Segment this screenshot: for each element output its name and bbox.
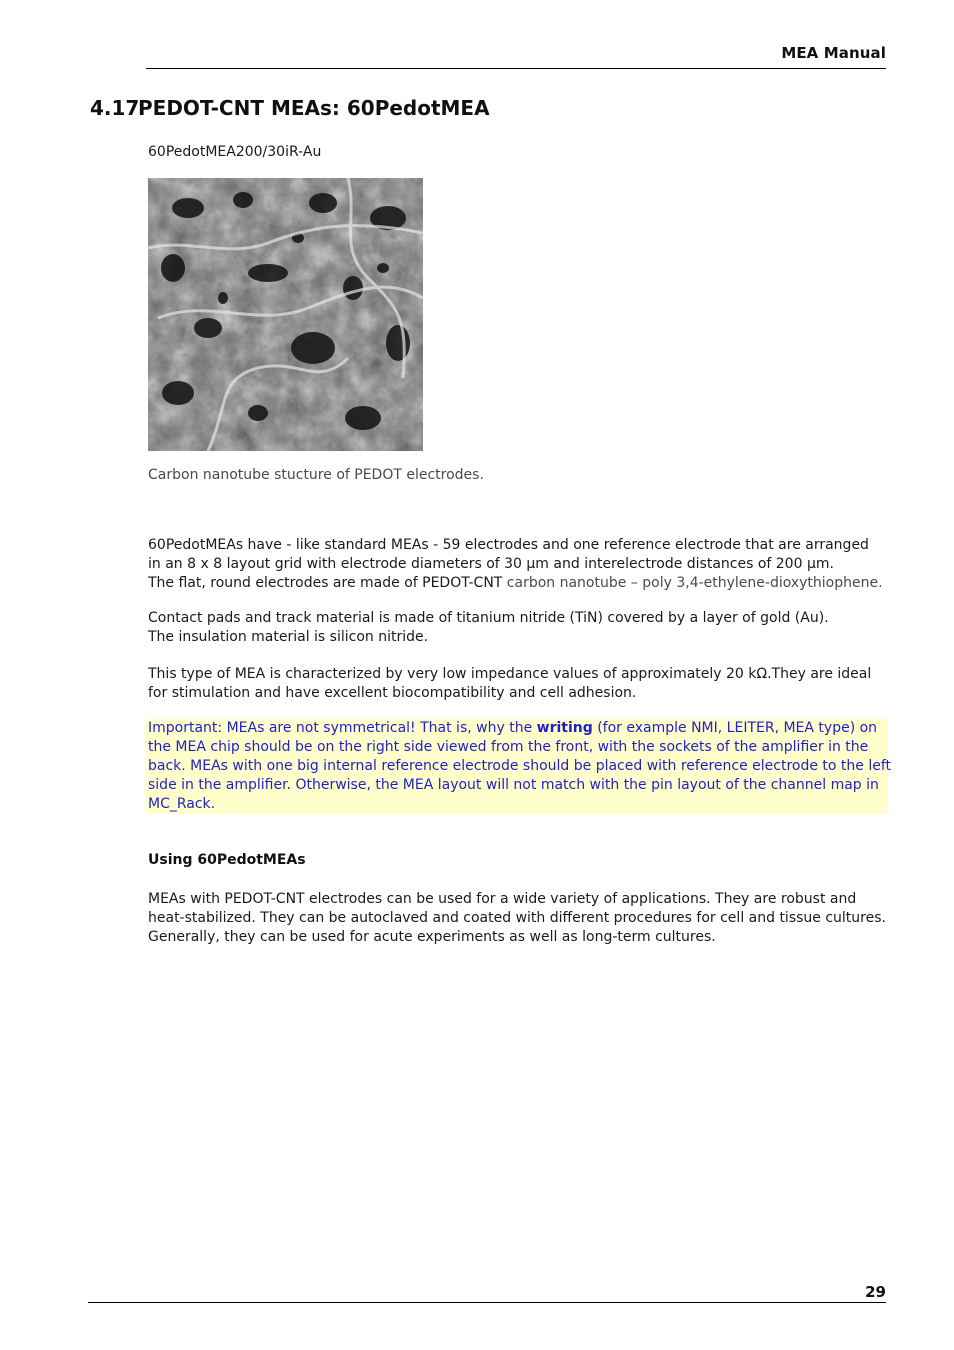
text-line: heat-stabilized. They can be autoclaved and coated with different procedures for cell and tissue cultures.: [148, 910, 886, 926]
product-code: 60PedotMEA200/30iR-Au: [148, 144, 322, 160]
section-title: PEDOT-CNT MEAs: 60PedotMEA: [138, 96, 490, 120]
text-line: This type of MEA is characterized by very low impedance values of approximately 20 kΩ.They are ideal: [148, 666, 872, 682]
text-line: side in the amplifier. Otherwise, the MEA layout will not match with the pin layout of the channel map in: [148, 777, 879, 793]
text-segment: (for example NMI, LEITER, MEA type) on: [592, 720, 878, 736]
text-line: [148, 574, 883, 593]
text-line: Contact pads and track material is made of titanium nitride (TiN) covered by a layer of gold (Au).: [148, 610, 829, 626]
paragraph-materials: [148, 609, 829, 647]
figure-caption: Carbon nanotube stucture of PEDOT electrodes.: [148, 467, 484, 483]
text-line: for stimulation and have excellent biocompatibility and cell adhesion.: [148, 685, 637, 701]
paragraph-usage: [148, 890, 886, 947]
text-segment: The flat, round electrodes are made of PEDOT-CNT: [148, 575, 507, 591]
sem-micrograph-image: [148, 178, 423, 451]
text-line: The insulation material is silicon nitride.: [148, 629, 429, 645]
text-segment-bold: writing: [536, 720, 593, 736]
text-line: MC_Rack.: [148, 796, 216, 812]
important-note-text: [148, 719, 892, 814]
text-line: 60PedotMEAs have - like standard MEAs - 59 electrodes and one reference electrode that are arranged: [148, 537, 869, 553]
important-note-box: [146, 719, 892, 814]
text-line: MEAs with PEDOT-CNT electrodes can be used for a wide variety of applications. They are robust and: [148, 891, 857, 907]
text-line: [148, 719, 884, 738]
paragraph-impedance: [148, 665, 871, 703]
text-line: Generally, they can be used for acute experiments as well as long-term cultures.: [148, 929, 716, 945]
text-line: back. MEAs with one big internal reference electrode should be placed with reference electrode to the left: [148, 758, 892, 774]
page-number: 29: [865, 1283, 886, 1301]
text-line: the MEA chip should be on the right side viewed from the front, with the sockets of the amplifier in the: [148, 739, 869, 755]
section-heading: [90, 96, 490, 120]
subheading-usage: Using 60PedotMEAs: [148, 852, 306, 868]
section-number: 4.17: [90, 96, 140, 120]
header-rule: [146, 68, 886, 69]
text-segment: Important: MEAs are not symmetrical! That is, why the: [148, 720, 537, 736]
text-line: in an 8 x 8 layout grid with electrode diameters of 30 µm and interelectrode distances of 200 µm.: [148, 556, 834, 572]
paragraph-electrodes: [148, 536, 883, 593]
text-segment-gray: carbon nanotube – poly 3,4-ethylene-dioxythiophene.: [506, 575, 883, 591]
footer-rule: [88, 1302, 886, 1303]
header-title: MEA Manual: [781, 44, 886, 62]
